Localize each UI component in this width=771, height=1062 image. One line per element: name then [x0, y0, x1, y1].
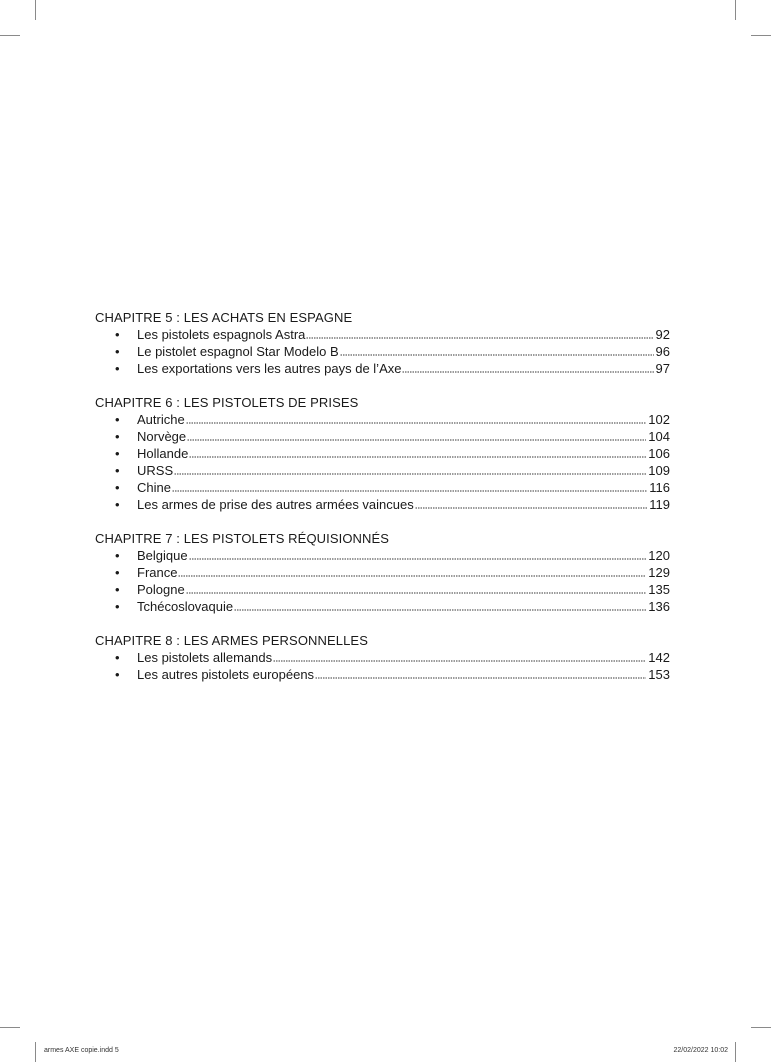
bullet-icon: • — [115, 361, 120, 376]
chapter-title: CHAPITRE 5 : LES ACHATS EN ESPAGNE — [95, 310, 353, 325]
toc-entry — [95, 326, 670, 343]
dot-leader — [340, 347, 654, 356]
bullet-icon: • — [115, 327, 120, 342]
toc-entry-page-number: 135 — [648, 582, 670, 597]
dot-leader — [402, 364, 653, 373]
toc-entry-label: Chine — [137, 480, 171, 495]
bullet-icon: • — [115, 599, 120, 614]
toc-entry — [95, 666, 670, 683]
toc-entry-label: Le pistolet espagnol Star Modelo B — [137, 344, 339, 359]
dot-leader — [273, 653, 646, 662]
dot-leader — [174, 466, 646, 475]
dot-leader — [186, 585, 647, 594]
footer-timestamp: 22/02/2022 10:02 — [673, 1047, 728, 1054]
toc-entry — [95, 564, 670, 581]
chapter-section — [95, 309, 670, 377]
toc-entry-label: Autriche — [137, 412, 185, 427]
toc-entry — [95, 496, 670, 513]
toc-entry-page-number: 120 — [648, 548, 670, 563]
bullet-icon: • — [115, 412, 120, 427]
dot-leader — [178, 568, 646, 577]
bullet-icon: • — [115, 548, 120, 563]
crop-mark-top-right-h — [751, 35, 771, 36]
chapter-title: CHAPITRE 8 : LES ARMES PERSONNELLES — [95, 633, 368, 648]
toc-entry-page-number: 129 — [648, 565, 670, 580]
toc-entry — [95, 445, 670, 462]
dot-leader — [234, 602, 646, 611]
bullet-icon: • — [115, 565, 120, 580]
toc-entry-page-number: 136 — [648, 599, 670, 614]
bullet-icon: • — [115, 497, 120, 512]
toc-entry-label: Norvège — [137, 429, 187, 444]
toc-entry — [95, 343, 670, 360]
toc-entry — [95, 428, 670, 445]
toc-entry-page-number: 106 — [648, 446, 670, 461]
chapter-section — [95, 530, 670, 615]
toc-entry-label: URSS — [137, 463, 174, 478]
toc-entry-label: Belgique — [137, 548, 188, 563]
toc-entry-page-number: 96 — [655, 344, 670, 359]
crop-mark-top-left-h — [0, 35, 20, 36]
dot-leader — [189, 449, 646, 458]
dot-leader — [186, 415, 647, 424]
bullet-icon: • — [115, 429, 120, 444]
table-of-contents — [95, 309, 670, 700]
toc-entry — [95, 649, 670, 666]
toc-entry — [95, 598, 670, 615]
toc-entry — [95, 547, 670, 564]
dot-leader — [415, 500, 648, 509]
toc-entry-label: Les autres pistolets européens — [137, 667, 315, 682]
toc-entry-label: Pologne — [137, 582, 185, 597]
toc-entry — [95, 479, 670, 496]
bullet-icon: • — [115, 446, 120, 461]
bullet-icon: • — [115, 667, 120, 682]
bullet-icon: • — [115, 582, 120, 597]
chapter-title: CHAPITRE 7 : LES PISTOLETS RÉQUISIONNÉS — [95, 531, 390, 546]
dot-leader — [315, 670, 646, 679]
toc-entry — [95, 360, 670, 377]
toc-entry-page-number: 119 — [649, 497, 670, 512]
toc-entry-label: Les armes de prise des autres armées vaincues — [137, 497, 414, 512]
toc-entry-page-number: 142 — [648, 650, 670, 665]
toc-entry-label: Les pistolets allemands — [137, 650, 273, 665]
toc-entry-page-number: 97 — [655, 361, 670, 376]
bullet-icon: • — [115, 463, 120, 478]
toc-entry-label: Les exportations vers les autres pays de l’Axe — [137, 361, 402, 376]
toc-entry-page-number: 102 — [648, 412, 670, 427]
toc-entry-page-number: 116 — [649, 480, 670, 495]
toc-entry-label: France — [137, 565, 178, 580]
chapter-section — [95, 394, 670, 513]
chapter-title: CHAPITRE 6 : LES PISTOLETS DE PRISES — [95, 395, 359, 410]
bullet-icon: • — [115, 480, 120, 495]
crop-mark-top-left — [35, 0, 36, 20]
crop-mark-bottom-right — [735, 1042, 736, 1062]
toc-entry-page-number: 109 — [648, 463, 670, 478]
crop-mark-bottom-left-h — [0, 1027, 20, 1028]
toc-entry — [95, 462, 670, 479]
crop-mark-top-right — [735, 0, 736, 20]
toc-entry-page-number: 153 — [648, 667, 670, 682]
toc-entry-label: Hollande — [137, 446, 189, 461]
toc-entry — [95, 411, 670, 428]
toc-entry — [95, 581, 670, 598]
dot-leader — [306, 330, 653, 339]
dot-leader — [187, 432, 646, 441]
crop-mark-bottom-right-h — [751, 1027, 771, 1028]
crop-mark-bottom-left — [35, 1042, 36, 1062]
bullet-icon: • — [115, 650, 120, 665]
dot-leader — [172, 483, 647, 492]
bullet-icon: • — [115, 344, 120, 359]
dot-leader — [189, 551, 647, 560]
toc-entry-label: Les pistolets espagnols Astra — [137, 327, 306, 342]
toc-entry-page-number: 104 — [648, 429, 670, 444]
footer-file-info: armes AXE copie.indd 5 — [44, 1047, 119, 1054]
toc-entry-label: Tchécoslovaquie — [137, 599, 234, 614]
toc-entry-page-number: 92 — [655, 327, 670, 342]
chapter-section — [95, 632, 670, 683]
